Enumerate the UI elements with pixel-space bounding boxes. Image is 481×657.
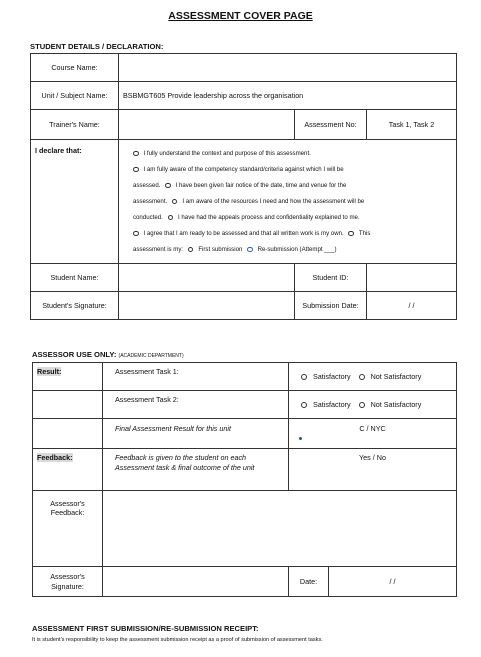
course-name-field[interactable] <box>119 54 457 82</box>
feedback-label: Feedback: <box>37 453 73 462</box>
assessment-no-label: Assessment No: <box>295 110 367 140</box>
declaration-radio-4[interactable] <box>172 199 178 205</box>
page-title: ASSESSMENT COVER PAGE <box>168 10 313 22</box>
declaration-text-1: I fully understand the context and purpose of this assessment. <box>143 150 311 157</box>
assessor-date-value[interactable]: / / <box>329 567 457 597</box>
student-signature-label: Student's Signature: <box>31 292 119 320</box>
final-result-text: C / NYC <box>359 424 386 433</box>
declare-label: I declare that: <box>31 140 119 264</box>
student-details-table <box>30 53 457 320</box>
declaration-text-5a: conducted. <box>133 214 163 221</box>
declaration-text-5b: I have had the appeals process and confidentiality explained to me. <box>178 214 360 221</box>
assessor-date-label: Date: <box>289 567 329 597</box>
assessor-signature-label: Assessor's Signature: <box>33 567 103 597</box>
declaration-radio-7[interactable] <box>348 231 354 237</box>
assessor-section-note: (ACADEMIC DEPARTMENT) <box>118 353 184 359</box>
declaration-radio-3[interactable] <box>165 183 171 189</box>
declaration-text-6a: I agree that I am ready to be assessed and that all written work is my own. <box>143 230 344 237</box>
task2-not-satisfactory-label: Not Satisfactory <box>370 400 422 409</box>
final-empty-cell <box>33 419 103 449</box>
declaration-radio-5[interactable] <box>168 215 174 221</box>
declaration-text-4b: I am aware of the resources I need and how the assessment will be <box>182 198 365 205</box>
student-section-heading: STUDENT DETAILS / DECLARATION: <box>30 42 164 51</box>
pen-mark <box>299 437 302 440</box>
declaration-radio-1[interactable] <box>133 151 139 157</box>
result-label: Result: <box>37 367 62 376</box>
trainer-name-label: Trainer's Name: <box>31 110 119 140</box>
feedback-description: Feedback is given to the student on each Assessment task & final outcome of the unit <box>103 449 289 491</box>
final-result-label: Final Assessment Result for this unit <box>103 419 289 449</box>
task1-options <box>289 363 457 391</box>
declaration-radio-2[interactable] <box>133 167 139 173</box>
task2-label: Assessment Task 2: <box>103 391 289 419</box>
student-name-field[interactable] <box>119 264 295 292</box>
trainer-name-field[interactable] <box>119 110 295 140</box>
feedback-value[interactable]: Yes / No <box>289 449 457 491</box>
declaration-text-6b: This <box>358 230 371 237</box>
declaration-text-3b: I have been given fair notice of the date, time and venue for the <box>175 182 347 189</box>
student-id-field[interactable] <box>367 264 457 292</box>
assessor-feedback-label: Assessor's Feedback: <box>33 491 103 567</box>
declaration-text-4a: assessment. <box>133 198 168 205</box>
assessor-section-heading: ASSESSOR USE ONLY: <box>32 350 117 359</box>
final-result-value[interactable] <box>289 419 457 449</box>
resubmission-radio[interactable] <box>247 247 253 253</box>
task1-not-satisfactory-radio[interactable] <box>359 374 365 380</box>
resubmission-label: Re-submission (Attempt ___) <box>257 246 337 253</box>
submission-date-label: Submission Date: <box>295 292 367 320</box>
submission-date-value[interactable]: / / <box>367 292 457 320</box>
course-name-label: Course Name: <box>31 54 119 82</box>
task2-options <box>289 391 457 419</box>
feedback-label-cell <box>33 449 103 491</box>
unit-label: Unit / Subject Name: <box>31 82 119 110</box>
first-submission-label: First submission <box>198 246 243 253</box>
task1-label: Assessment Task 1: <box>103 363 289 391</box>
unit-value: BSBMGT605 Provide leadership across the organisation <box>119 82 457 110</box>
task2-not-satisfactory-radio[interactable] <box>359 402 365 408</box>
student-name-label: Student Name: <box>31 264 119 292</box>
declaration-text-2: I am fully aware of the competency standard/criteria against which I will be <box>143 166 344 173</box>
task1-not-satisfactory-label: Not Satisfactory <box>370 372 422 381</box>
receipt-heading: ASSESSMENT FIRST SUBMISSION/RE-SUBMISSION RECEIPT: <box>32 624 259 633</box>
assessor-signature-field[interactable] <box>103 567 289 597</box>
task1-satisfactory-radio[interactable] <box>301 374 307 380</box>
assessor-feedback-field[interactable] <box>103 491 457 567</box>
assessment-no-value: Task 1, Task 2 <box>367 110 457 140</box>
task1-satisfactory-label: Satisfactory <box>313 372 351 381</box>
declaration-text-3a: assessed. <box>133 182 161 189</box>
declaration-radio-6[interactable] <box>133 231 139 237</box>
first-submission-radio[interactable] <box>188 247 194 253</box>
assessor-table <box>32 362 457 597</box>
result-empty-cell <box>33 391 103 419</box>
receipt-note: It is student's responsibility to keep the assessment submission receipt as a proof of submission of assessment tasks. <box>32 637 323 643</box>
result-label-cell <box>33 363 103 391</box>
assessor-section-heading-wrap <box>32 350 184 359</box>
student-signature-field[interactable] <box>119 292 295 320</box>
task2-satisfactory-radio[interactable] <box>301 402 307 408</box>
student-id-label: Student ID: <box>295 264 367 292</box>
declaration-block <box>119 140 457 264</box>
task2-satisfactory-label: Satisfactory <box>313 400 351 409</box>
declaration-text-7a: assessment is my: <box>133 246 184 253</box>
